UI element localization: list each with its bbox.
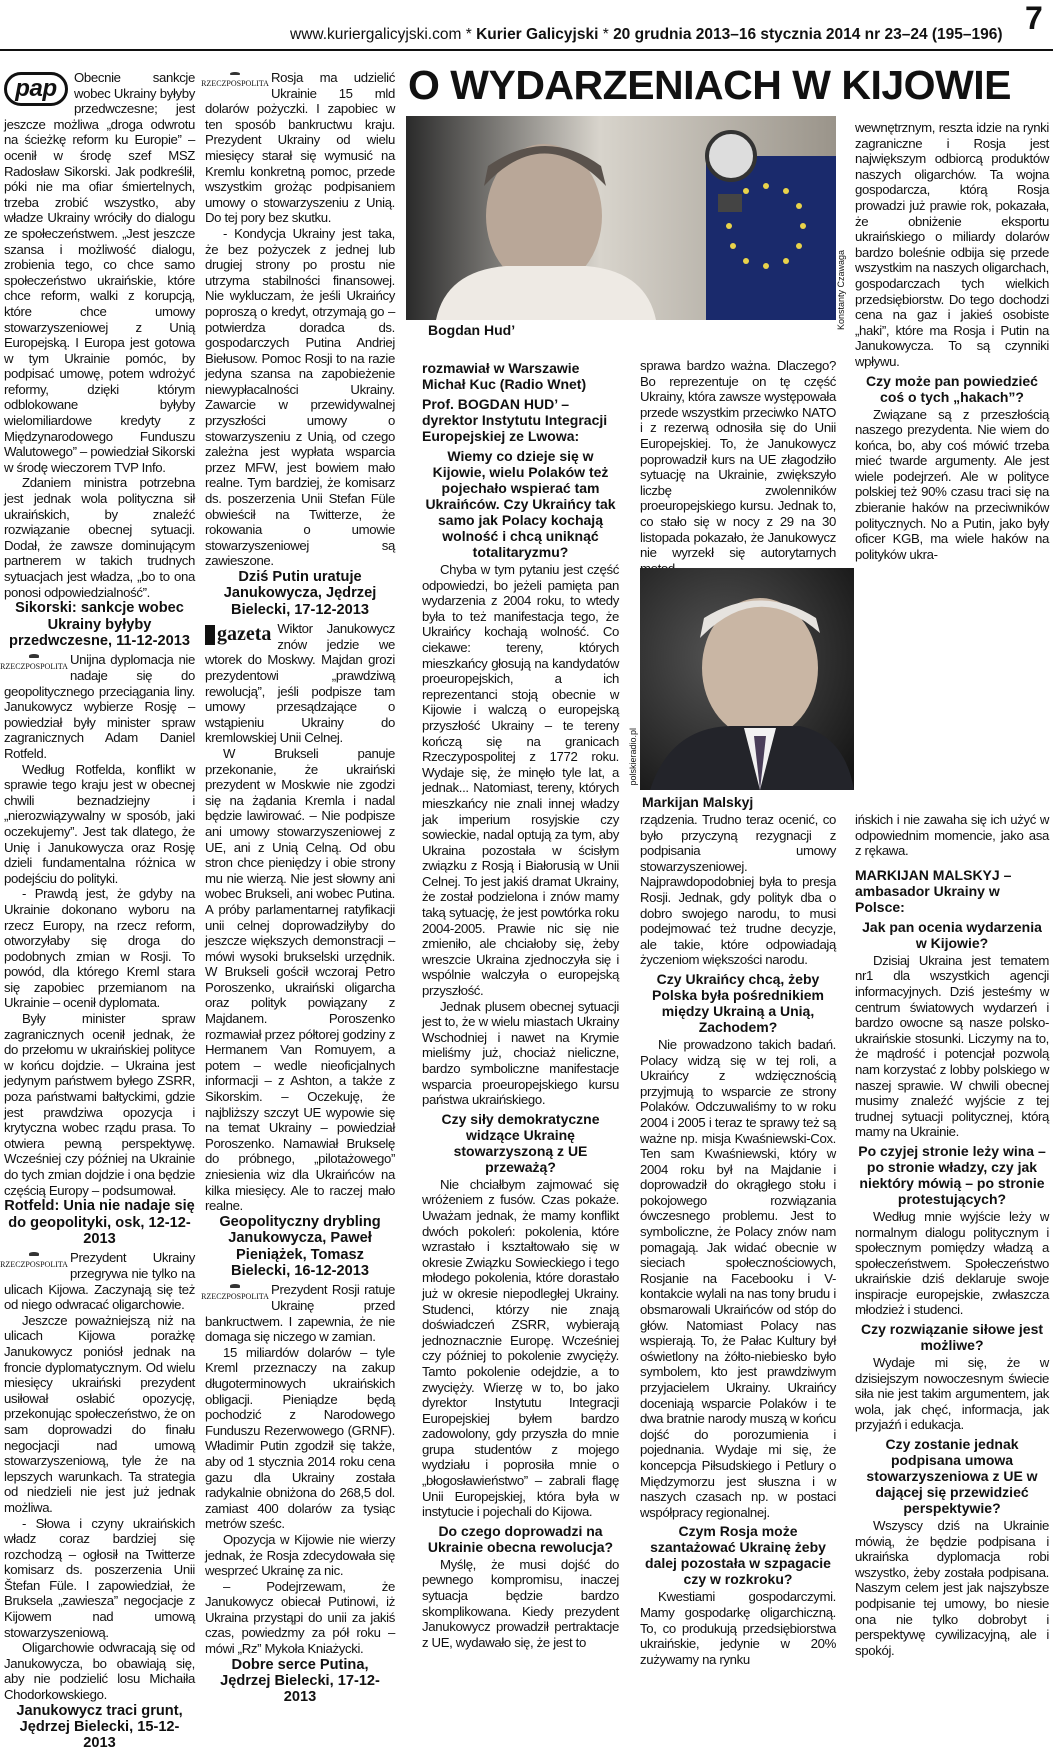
interview-column-3-top <box>855 120 1049 570</box>
header-site[interactable]: www.kuriergalicyjski.com <box>290 26 462 43</box>
rzeczpospolita-logo <box>201 1284 269 1304</box>
paragraph: Według Rotfelda, konflikt w sprawie tego kraju jest w obecnej chwili beznadziejny i „nierozwiązywalny w sposób, jaki oczekujemy”. Jest tak dlatego, że Unię i Janukowycza oraz Rosję dzieli fundamentalna różnica w podejściu do polityki. <box>4 761 195 886</box>
photo-caption: Markijan Malskyj <box>642 794 754 810</box>
paragraph: Wiktor Janukowycz znów jedzie we wtorek do Moskwy. Majdan grozi prezydentowi „prawdziwą rewolucją”, jeśli podpisze tam umowy przesądzające o wstąpieniu Ukrainy do kremlowskiej Unii Celnej. <box>205 621 395 746</box>
answer: Myślę, że musi dojść do pewnego kompromisu, inaczej sytuacja będzie bardzo skomplikowana. Kiedy prezydent Janukowycz prowadził pertraktacje z UE, wydawało się, że jest to <box>422 1556 619 1650</box>
page-number: 7 <box>1025 0 1043 36</box>
answer: Według mnie wyjście leży w normalnym dialogu politycznym i społecznym pomiędzy władzą a społeczeństwem. Społeczeństwo ukraińskie dziś deklaruje swoje inspiracje europejskie, zwłaszcza młodzież i studenci. <box>855 1208 1049 1318</box>
header-line <box>290 26 1003 44</box>
paragraph: Opozycja w Kijowie nie wierzy jednak, że Rosja zdecydowała się wesprzeć Ukrainę za nic. <box>205 1531 395 1579</box>
article-title: O WYDARZENIACH W KIJOWIE <box>408 62 1011 108</box>
source-heading: Sikorski: sankcje wobec Ukrainy byłyby przedwczesne, 11-12-2013 <box>9 600 190 649</box>
interview-column-1 <box>422 358 619 1652</box>
paragraph: Były minister spraw zagranicznych ocenił jednak, że do przełomu w ukraińskiej polityce w końcu dojdzie. – Ukraina jest jedynym państwem byłego ZSRR, poza państwami bałtyckimi, gdzie jest prawdziwa opozycja i krytyczna wobec rządu prasa. To otwiera pewną perspektywę. Wcześniej czy później na Ukrainie do tych zmian dojdzie i ona będzie częścią Europy – podsumował. <box>4 1011 195 1198</box>
paragraph: Prezydent Rosji ratuje Ukrainę przed bankructwem. I zapewnia, że nie domaga się niczego w zamian. <box>205 1282 395 1345</box>
photo-markijan-malskyj <box>640 568 854 790</box>
source-heading: Janukowycz traci grunt, Jędrzej Bielecki, 15-12-2013 <box>16 1702 183 1752</box>
paragraph: - Słowa i czyny ukraińskich władz coraz bardziej się rozchodzą – ogłosił na Twitterze komisarz ds. poszerzenia Unii Štefan Füle. I zapowiedział, że Bruksela „zawiesza” negocjacje z Kijowem nad umową stowarzyszeniową. <box>4 1515 195 1640</box>
answer: Nie prowadzono takich badań. Polacy widzą się w tej roli, a Ukraińcy z wdzięcznością przyjmują to wsparcie ze strony Polaków. Odczuwaliśmy to w roku 2004 i 2005 i teraz te sprawy też są ważne np. misja Kwaśniewski-Cox. Ten sam Kwaśniewski, który w 2004 roku był na Majdanie i doprowadził do okrągłego stołu i pokojowego rozwiązania ówczesnego problemu. Jest to symboliczne, że Polacy znów nam pomagają. Jak widać obecnie w sieciach społecznościowych, Rosjanie na Facebooku i V-kontakcie wylali na nas tony brudu i obsmarowali Ukraińców od stóp do głów. Natomiast Polacy nas wspierają. To, że Pałac Kultury był oświetlony na żółto-niebiesko było symbolem, kto jest prawdziwym przyjacielem Ukrainy. Ukraińcy doceniają wsparcie Polaków i te dwa bratnie narody muszą w końcu dojść do porozumienia i pojednania. Wydaje mi się, że koncepcja Piłsudskiego i Petlury o Międzymorzu jest słuszna i w naszych czasach np. w postaci współpracy regionalnej. <box>640 1036 836 1520</box>
gazeta-logo <box>205 623 271 647</box>
logo-text: RZECZPOSPOLITA <box>201 1291 269 1301</box>
byline: rozmawiał w Warszawie Michał Kuc (Radio Wnet) <box>422 360 587 392</box>
question: Jak pan ocenia wydarzenia w Kijowie? <box>862 918 1042 951</box>
interview-column-2-top <box>640 358 836 564</box>
header-issue: 20 grudnia 2013–16 stycznia 2014 nr 23–24 (195–196) <box>613 26 1003 43</box>
news-column-1 <box>0 70 195 1752</box>
logo-text: RZECZPOSPOLITA <box>0 661 68 671</box>
news-column-2 <box>201 70 395 1706</box>
paragraph: Jeszcze poważniejszą niż na ulicach Kijowa porażkę Janukowycz poniósł jednak na froncie dyplomatycznym. Od wielu miesięcy ukraiński prezydent usiłował osłabić opozycję, przekonując społeczeństwo, że on sam doprowadzi do finału negocjacji nad umową stowarzyszeniową, tyle że na lepszych warunkach. Ta strategia od niedzieli nie jest już jednak możliwa. <box>4 1312 195 1515</box>
answer: Wszyscy dziś na Ukrainie mówią, że będzie podpisana i ukraińska dyplomacja robi wszystko, żeby została podpisana. Naszym celem jest jak najszybsze podpisanie tej umowy, bo niesie ona nie tylko dobrobyt i perspektywę cywilizacyjną, ale i spokój. <box>855 1518 1049 1658</box>
paragraph: 15 miliardów dolarów – tyle Kreml przeznaczy na zakup długoterminowych ukraińskich obligacji. Pieniądze będą pochodzić z Narodowego Funduszu Rezerwowego (GRNF). Władimir Putin zgodził się także, aby od 1 stycznia 2014 roku cena gazu dla Ukrainy została radykalnie obniżona do 268,5 dol. zamiast 400 dolarów za tysiąc metrów sześc. <box>205 1344 395 1532</box>
interviewee-intro: MARKIJAN MALSKYJ – ambasador Ukrainy w Polsce: <box>855 866 1012 915</box>
eagle-icon <box>230 1284 240 1287</box>
logo-text: RZECZPOSPOLITA <box>201 79 269 89</box>
photo-credit: Konstanty Czawaga <box>836 250 846 331</box>
header-sep: * <box>598 26 614 43</box>
answer: Nie chciałbym zajmować się wróżeniem z fusów. Czas pokaże. Uważam jednak, że mamy konflikt dwóch pokoleń: pokolenia, które wzrastało i kształtowało się w okresie Związku Sowieckiego i tego młodego pokolenia, które dorastało już w okresie niepodległej Ukrainy. Studenci, którzy nie znają doświadczeń ZSRR, wybierają jednoznacznie Europę. Wcześniej czy później to pokolenie zwycięży. Tamto pokolenie odejdzie, a to zwycięży. Wierzę w to, bo jako dyrektor Instytutu Integracji Europejskiej byłem bardzo zadowolony, gdy przyszła do mnie grupa studentów z mojego wydziału i poprosiła mnie o „błogosławieństwo” – zabrali flagę Unii Europejskiej, która była w instytucie i pojechali do Kijowa. <box>422 1176 619 1520</box>
paragraph: Obecnie sankcje wobec Ukrainy byłyby przedwczesne; jest jeszcze możliwa „droga odwrotu na ścieżkę reform ku Europie” – ocenił w środę szef MSZ Radosław Sikorski. Jak podkreślił, póki nie ma ofiar śmiertelnych, trzeba zrobić wszystko, aby władze Ukrainy wróciły do dialogu ze społeczeństwem. „Jest jeszcze szansa i możliwość dialogu, zrobienia tego, co chce samo społeczeństwo ukraińskie, które chce reform, walki z korupcją, które chce umowy stowarzyszeniowej z Unią Europejską. I Europa jest gotowa w tym Ukrainie pomóc, by podpisać umowę, potem wdrożyć reformy, dzięki którym odblokowane byłyby wielomiliardowe kredyty z Międzynarodowego Funduszu Walutowego” – powiedział Sikorski w środę wieczorem TVP Info. <box>4 70 195 475</box>
answer: rządzenia. Trudno teraz ocenić, co było przyczyną rezygnacji z podpisania umowy stowarzyszeniowej. Najprawdopodobniej była to presja Rosji. Jednak, gdy polityk dba o dobro swojego narodu, to musi podejmować też trudne decyzje, ale takie, które odpowiadają życzeniom większości narodu. <box>640 812 836 968</box>
question: Czy zostanie jednak podpisana umowa stowarzyszeniowa z UE w dającej się przewidzieć perspektywie? <box>866 1436 1038 1517</box>
rzeczpospolita-logo <box>0 1252 68 1272</box>
question: Czy Ukraińcy chcą, żeby Polska była pośrednikiem między Ukrainą a Unią, Zachodem? <box>652 970 824 1035</box>
answer: Jednak plusem obecnej sytuacji jest to, że w wielu miastach Ukrainy Wschodniej i nawet na Krymie mieliśmy już, chociaż nieliczne, bardzo symboliczne manifestacje wsparcia proeuropejskiego kursu państwa ukraińskiego. <box>422 998 619 1108</box>
photo-bogdan-hud <box>406 116 836 320</box>
photo-credit: polskieradio.pl <box>628 728 638 786</box>
paragraph: – Podejrzewam, że Janukowycz obiecał Putinowi, iż Ukraina przystąpi do unii za jakiś czas, powiedzmy za pół roku – mówi „Rz” Mykoła Kniażycki. <box>205 1578 395 1657</box>
rzeczpospolita-logo <box>201 72 269 92</box>
eagle-icon <box>29 654 39 657</box>
header-rule <box>0 49 1053 51</box>
page-header <box>0 0 1053 50</box>
question: Czy rozwiązanie siłowe jest możliwe? <box>860 1321 1044 1354</box>
eagle-icon <box>230 72 240 75</box>
header-paper: Kurier Galicyjski <box>476 26 599 43</box>
logo-text: RZECZPOSPOLITA <box>0 1259 68 1269</box>
answer: wewnętrznym, reszta idzie na rynki zagraniczne i Rosja jest największym odbiorcą produktów naszych oligarchów. Ta wojna gospodarcza, którą Rosja prowadzi już prawie rok, pokazała, że obniżenie eksportu ukraińskiego o miliardy dolarów bardzo boleśnie odbija się przede wszystkim na naszych oligarchach, gospodarczach tych wielkich przedsiębiorstw. Do tego dochodzi cena na gaz i jakieś osobiste „haki”, które ma Rosja i Putin na Janukowycza. To są czynniki wpływu. <box>855 120 1049 369</box>
paragraph: - Kondycja Ukrainy jest taka, że bez pożyczek z jednej lub drugiej strony po prostu nie utrzyma stabilności finansowej. Nie wykluczam, że jeśli Ukraińcy poproszą o kredyt, otrzymają go – potwierdza doradca ds. gospodarczych Putina Andriej Biełusow. Pomoc Rosji to na razie jedyna szansa na zapobieżenie niewypłacalności Ukrainy. Zawarcie w przewidywalnej przyszłości umowy o stowarzyszeniu z Unią, od czego zależna jest wypłata wsparcia przez MFW, jest bowiem mało realne. Tym bardziej, że komisarz ds. poszerzenia Unii Stefan Füle obwieścił na Twitterze, że rokowania o umowie stowarzyszeniowej są zawieszone. <box>205 225 395 569</box>
paragraph: - Prawdą jest, że gdyby na Ukrainie dokonano wyboru na rzecz Europy, na rzecz reform, otworzyłaby się droga do podobnych zmian w Rosji. To powód, dla którego Kreml stara się zapobiec przemianom na Ukrainie – ocenił dyplomata. <box>4 886 195 1011</box>
gazeta-mark-icon <box>205 625 215 645</box>
interview-column-3-bottom <box>855 812 1049 1658</box>
source-heading: Geopolityczny drybling Janukowycza, Paweł Pieniążek, Tomasz Bielecki, 16-12-2013 <box>219 1213 381 1279</box>
paragraph: Zdaniem ministra potrzebna jest jednak wola polityczna sił ukraińskich, by znaleźć rozwiązanie obecnej sytuacji. Dodał, że zawsze dominującym partnerem w takich trudnych sytuacjach jest władza, „bo to ona ponosi odpowiedzialność”. <box>4 475 195 600</box>
question: Czy może pan powiedzieć coś o tych „hakach”? <box>866 372 1038 405</box>
paragraph: W Brukseli panuje przekonanie, że ukraiński prezydent w Moskwie nie zgodzi się na żądania Kremla i nadal będzie lawirować. – Nie podpisze ani umowy stowarzyszeniowej z UE, ani z Unią Celną. Od obu stron chce pieniędzy i obie strony mu nie wierzą. Nie jest słowny ani wobec Brukseli, ani wobec Putina. A próby parlamentarnej ratyfikacji unii celnej doprowadziłyby do jeszcze większych demonstracji – mówi wysoki brukselski urzędnik. W Brukseli gościł wczoraj Petro Poroszenko, ukraiński oligarcha oraz polityk powiązany z Majdanem. Poroszenko rozmawiał przez półtorej godziny z Hermanem Van Romuyem, a potem – wedle nieoficjalnych informacji – z Ashton, a także z Sikorskim. – Oczekuję, że najbliższy szczyt UE wypowie się na temat Ukrainy – powiedział Poroszenko. Namawiał Brukselę do próbnego, „pilotażowego” zniesienia wiz dla Ukraińców na kilka miesięcy. Ale to raczej mało realne. <box>205 745 395 1214</box>
rzeczpospolita-logo <box>0 654 68 674</box>
logo-text: gazeta <box>217 623 272 646</box>
question: Czy siły demokratyczne widzące Ukrainę stowarzyszoną z UE przeważą? <box>441 1110 600 1175</box>
source-heading: Dobre serce Putina, Jędrzej Bielecki, 17-12-2013 <box>220 1656 380 1706</box>
question: Do czego doprowadzi na Ukrainie obecna rewolucja? <box>427 1522 614 1555</box>
question: Wiemy co dzieje się w Kijowie, wielu Polaków też pojechało wspierać tam Ukraińców. Czy Ukraińcy tak samo jak Polacy kochają wolność i chcą uniknąć totalitaryzmu? <box>425 448 616 560</box>
paragraph: Prezydent Ukrainy przegrywa nie tylko na ulicach Kijowa. Zaczynają się też od niego odwracać oligarchowie. <box>4 1250 195 1313</box>
pap-logo: pap <box>4 72 68 106</box>
eagle-icon <box>29 1252 39 1255</box>
question: Czym Rosja może szantażować Ukrainę żeby dalej pozostała w szpagacie czy w rozkroku? <box>645 1523 831 1588</box>
answer: sprawa bardzo ważna. Dlaczego? Bo reprezentuje on tę część Ukrainy, która zawsze występowała przede wszystkim przeciwko NATO i z rezerwą odnosiła się do Unii Europejskiej. To, że Janukowycz poprowadził kurs na UE złagodziło sytuację na Ukrainie, zwiększyło liczbę zwolenników proeuropejskiego kursu. Jednak to, co stało się w nocy z 29 na 30 listopada pokazało, że Janukowycz nie wyrzekł się autorytarnych <box>640 358 836 561</box>
answer: Dzisiaj Ukraina jest tematem nr1 dla wszystkich agencji informacyjnych. Dziś jesteśmy w centrum światowych wydarzeń i bardzo owocne są nasze polsko-ukraińskie stosunki. Liczymy na to, że mądrość i potencjał pozwolą nam korzystać z lobby polskiego w naszej sprawie. W chwili obecnej musimy znaleźć wyjście z tej trudnej sytuacji politycznej, którą mamy na Ukrainie. <box>855 952 1049 1140</box>
portrait-image <box>406 116 836 320</box>
source-heading: Rotfeld: Unia nie nadaje się do geopolityki, osk, 12-12-2013 <box>4 1198 195 1247</box>
answer: Chyba w tym pytaniu jest część odpowiedzi, bo jeżeli pamięta pan wydarzenia z 2004 roku, to wtedy była to też manifestacja tego, że Ukraińcy kochają wolność. Co ciekawe: tereny, których mieszkańcy głosują na kandydatów proeuropejskich, a ich reprezentanci stoją obecnie w Kijowie i walczą o europejską przyszłość Ukrainy – te tereny kończą się na granicach Rzeczypospolitej z 1772 roku. Wydaje się, że minęło tyle lat, a jednak... Natomiast, tereny, których mieszkańcy nie znali innej władzy jak imperium rosyjskie czy sowieckie, nadal optują za tym, aby Ukraina pozostała w ścisłym związku z Rosją i Białorusią w Unii Celnej. To jest jakiś dramat Ukrainy, że został podzielona i znów mamy taką sytuację, że jest powtórka roku 2004-2005. Prawie nic się nie zmieniło, ale chciałoby się, żeby wreszcie Ukraina zjednoczyła się i wspólnie walczyła o europejską przyszłość. <box>422 562 619 999</box>
paragraph: Rosja ma udzielić Ukrainie 15 mld dolarów pożyczki. I zapobiec w ten sposób bankructwu kraju. Prezydent Ukrainy od wielu miesięcy starał się wymusić na Kremlu konkretną pomoc, przede wszystkim grożąc podpisaniem umowy o stowarzyszeniu z Unią. Do tej pory bez skutku. <box>205 70 395 226</box>
interview-column-2-bottom <box>640 812 836 1667</box>
answer: Związane są z przeszłością naszego prezydenta. Nie wiem do końca, bo, aby coś mówić trzeba mieć twarde argumenty. Ale jest wiele podejrzeń. Ale w polityce polskiej też 90% czasu traci się na zbieranie haków na przeciwników politycznych. No a Putin, jako były oficer KGB, ma wiele haków na polityków ukra- <box>855 406 1049 562</box>
photo-caption: Bogdan Hud’ <box>428 322 516 338</box>
question: Po czyjej stronie leży wina – po stronie władzy, czy jak niektóry mówią – po stronie protestujących? <box>858 1142 1046 1207</box>
paragraph: Oligarchowie odwracają się od Janukowycza, bo obawiają się, aby nie podzielić losu Michaiła Chodorkowskiego. <box>4 1640 195 1703</box>
source-heading: Dziś Putin uratuje Janukowycza, Jędrzej Bielecki, 17-12-2013 <box>223 569 377 618</box>
answer: Kwestiami gospodarczymi. Mamy gospodarkę oligarchiczną. To, co produkują przedsiębiorstwa ukraińskie, jedynie w 20% zużywamy na rynku <box>640 1589 836 1667</box>
portrait-image <box>640 568 854 790</box>
answer: Wydaje mi się, że w dzisiejszym nowoczesnym świecie siła nie jest takim argumentem, jak wola, jak chęć, informacja, jak przyjaźń i edukacja. <box>855 1355 1049 1433</box>
header-sep: * <box>461 26 477 43</box>
interviewee-intro: Prof. BOGDAN HUD’ – dyrektor Instytutu Integracji Europejskiej ze Lwowa: <box>422 396 608 444</box>
answer: ińskich i nie zawaha się ich użyć w odpowiednim momencie, jako asa z rękawa. <box>855 812 1049 859</box>
paragraph: Unijna dyplomacja nie nadaje się do geopolitycznego przeciągania liny. Janukowycz wybierze Rosję – powiedział były minister spraw zagranicznych Adam Daniel Rotfeld. <box>4 652 195 761</box>
